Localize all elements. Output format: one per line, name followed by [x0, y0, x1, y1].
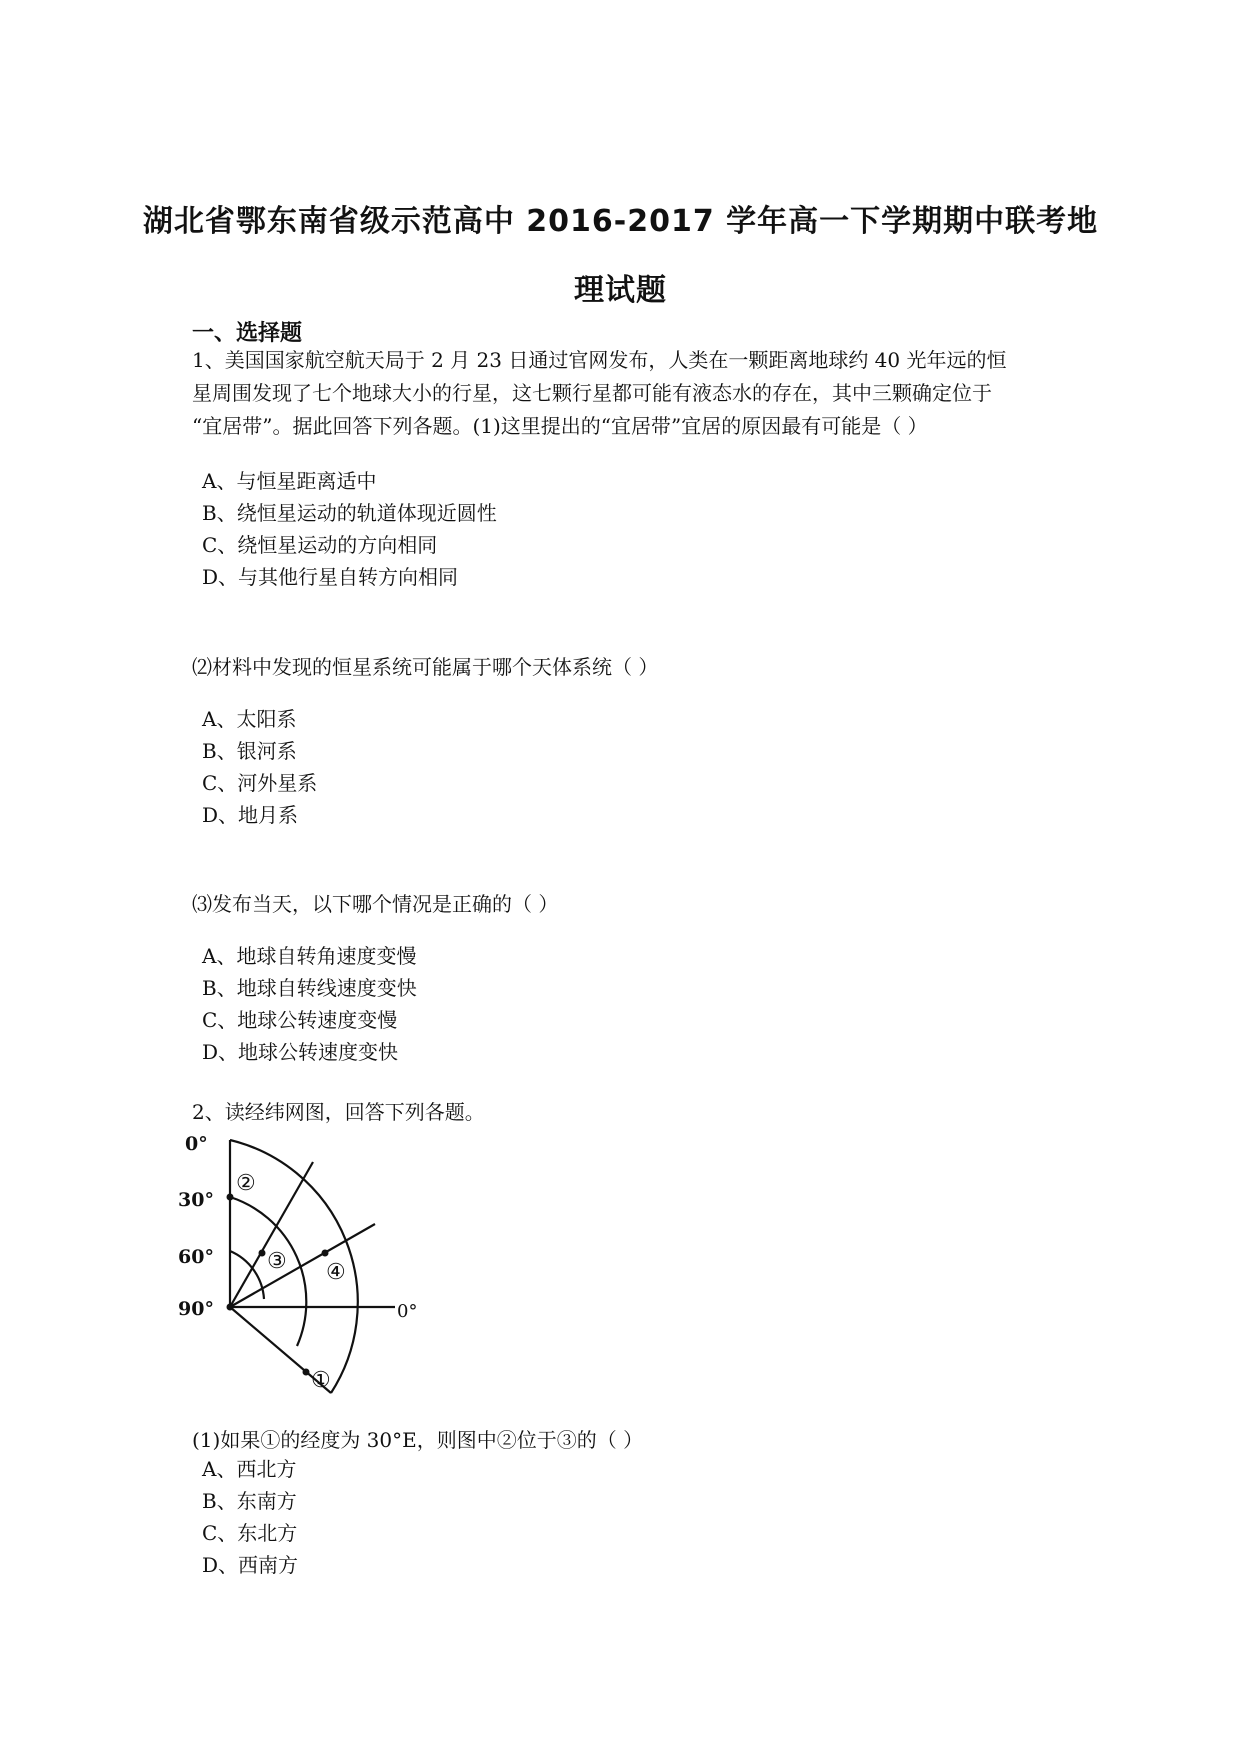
- label-point-4: ④: [326, 1260, 346, 1285]
- point-2-dot: [227, 1194, 234, 1201]
- option-a: A、太阳系: [202, 707, 297, 731]
- q1-part3-stem: ⑶发布当天，以下哪个情况是正确的（ ）: [192, 892, 559, 916]
- title-line-2: 理试题: [574, 273, 667, 308]
- label-point-3: ③: [267, 1249, 287, 1274]
- label-lat-30: 30°: [178, 1189, 214, 1211]
- point-1-dot: [303, 1369, 310, 1376]
- option-c: C、河外星系: [202, 771, 318, 795]
- label-lat-90: 90°: [178, 1298, 214, 1320]
- option-c: C、地球公转速度变慢: [202, 1008, 398, 1032]
- stem-line: 星周围发现了七个地球大小的行星，这七颗行星都可能有液态水的存在，其中三颗确定位于: [192, 381, 992, 405]
- label-point-2: ②: [236, 1171, 256, 1196]
- label-lat-0: 0°: [185, 1133, 208, 1155]
- label-lon-0: 0°: [397, 1301, 418, 1322]
- point-3-dot: [259, 1250, 266, 1257]
- option-d: D、西南方: [202, 1553, 299, 1577]
- label-point-1: ①: [311, 1368, 331, 1393]
- option-a: A、与恒星距离适中: [202, 469, 377, 493]
- option-b: B、地球自转线速度变快: [202, 976, 417, 1000]
- q1-part2-options: [202, 705, 317, 829]
- section-heading: 一、选择题: [192, 321, 303, 346]
- q1-part3-options: [202, 942, 417, 1066]
- pole-point: [227, 1304, 234, 1311]
- title-line-1: 湖北省鄂东南省级示范高中 2016-2017 学年高一下学期期中联考地: [142, 204, 1099, 239]
- option-c: C、绕恒星运动的方向相同: [202, 533, 438, 557]
- stem-line: “宜居带”。据此回答下列各题。(1)这里提出的“宜居带”宜居的原因最有可能是（ ）: [192, 414, 928, 438]
- q1-part1-options: [202, 467, 497, 591]
- question-2-stem: 2、读经纬网图，回答下列各题。: [192, 1100, 485, 1124]
- point-4-dot: [322, 1250, 329, 1257]
- q2-part1-stem: (1)如果①的经度为 30°E，则图中②位于③的（ ）: [192, 1428, 644, 1452]
- label-lat-60: 60°: [178, 1246, 214, 1268]
- option-b: B、东南方: [202, 1489, 297, 1513]
- q2-part1-options: [202, 1455, 298, 1579]
- graticule-diagram: [178, 1130, 445, 1420]
- option-d: D、地球公转速度变快: [202, 1040, 399, 1064]
- option-c: C、东北方: [202, 1521, 298, 1545]
- q1-part2-stem: ⑵材料中发现的恒星系统可能属于哪个天体系统（ ）: [192, 655, 659, 679]
- question-1-stem: [192, 344, 1052, 443]
- option-d: D、地月系: [202, 803, 299, 827]
- option-a: A、地球自转角速度变慢: [202, 944, 417, 968]
- option-b: B、绕恒星运动的轨道体现近圆性: [202, 501, 497, 525]
- stem-line: 1、美国国家航空航天局于 2 月 23 日通过官网发布，人类在一颗距离地球约 40 光年远的恒: [192, 348, 1007, 372]
- option-d: D、与其他行星自转方向相同: [202, 565, 459, 589]
- option-b: B、银河系: [202, 739, 297, 763]
- option-a: A、西北方: [202, 1457, 297, 1481]
